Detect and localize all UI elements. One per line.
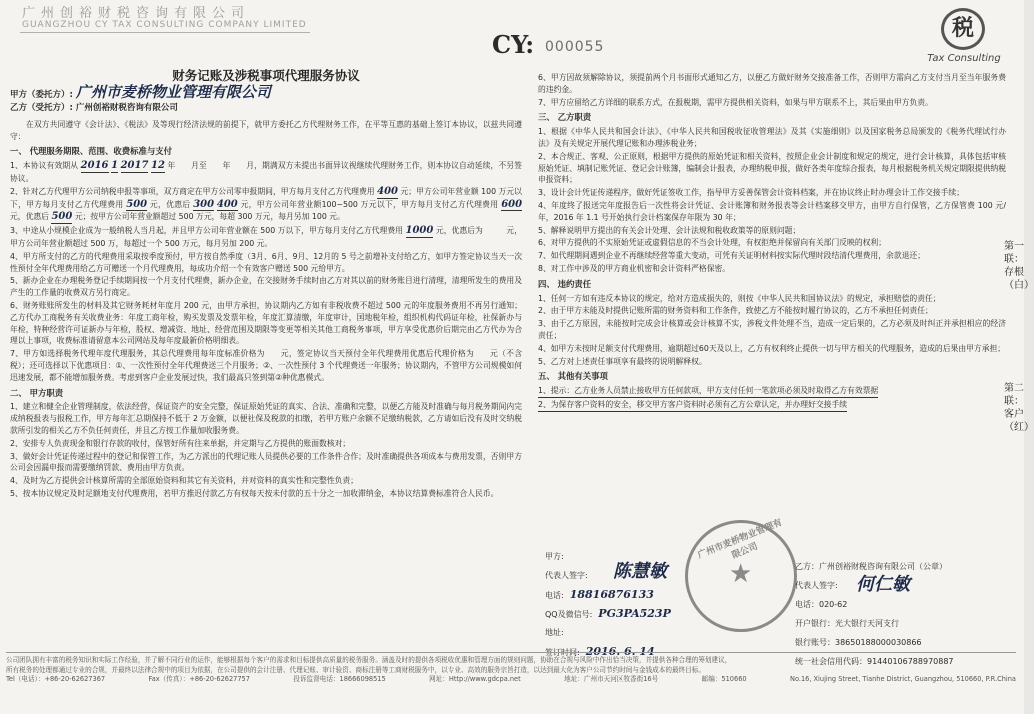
- fee-general-taxpayer: 1000: [405, 225, 434, 237]
- copy-tab-2: 第二联：客户（红）: [1004, 383, 1034, 433]
- clause-1-2: [10, 186, 522, 224]
- copy-tab-1: 第一联：存根（白）: [1004, 241, 1034, 291]
- fee-medium-discount: 400: [216, 198, 238, 210]
- party-a-handwritten-signature: 陈慧敏: [613, 561, 667, 582]
- clause-3-2: 2、本合规正、客观、公正原则，根据甲方提供的原始凭证和相关资料，按照企业会计制度和规定的规定，进行会计核算，具体包括审核原始凭证、填制记账凭证、登记会计账簿，编制会计报表，办理纳税申报，做好各类年度综合报表，每月根据税务机关规定期限提供纳税申报资料；: [538, 151, 1006, 185]
- clause-2-1: 1、建立和健全企业管理制度，依法经营，保证资产的安全完整，保证原始凭证的真实、合法、准确和完整，以便乙方能及时准确与每月税务期间内完成纳税报表与报税工作，甲方每年汇总期保持不低于 2 万金额，以便社保及税款的扣缴，若甲方账户余额不足缴纳税款，乙方请如后没有及时交纳税款所引发的相关乙方不负任何责任，并且乙方按工作量加收服务费。: [10, 402, 522, 435]
- clause-2-4: 4、及时为乙方提供会计核算所需的全部原始资料和其它有关资料，并对资料的真实性和完整性负责；: [10, 476, 359, 486]
- left-column: [10, 70, 522, 501]
- clause-1-2-text-b: 元；甲方公司年营业额 100 万元以下，甲方每月支付乙方代理费用: [10, 186, 522, 209]
- party-b-rep-row: 代表人签字:: [795, 581, 838, 590]
- clause-4-5: 5、乙方对上述责任事项享有最终的说明解释权。: [538, 356, 707, 366]
- clause-1-7: 7、甲方如选择税务代理年度代理服务，其总代理费用每年度标准价格为 元，签定协议当天预付全年代理费用优惠后代理价格为 元（不含税）；还可选择以下优惠项目：①、一次性预付全年代理费送三个月服务；②、一次性预付 3 个代理费送一年服务；协议期内，不管甲方公司规模如何迅速发展，都不能增加服务费。考虑到客户企业发展过快，我们最高只签到第②种优惠模式。: [10, 349, 522, 382]
- section-2-heading: 二、 甲方职责: [10, 387, 64, 398]
- company-logo: [924, 8, 1004, 66]
- clause-2-5: 5、按本协议规定及时足额地支付代理费用，若甲方推迟付款乙方有权每天按未付款的五十分之一加收滞纳金，本协议结算费标准符合人民币。: [10, 488, 499, 498]
- footer-address-en: No.16, Xiujing Street, Tianhe District, Guangzhou, 510660, P.R.China: [790, 675, 1016, 684]
- fee-medium-original: 600: [501, 198, 523, 210]
- party-a-label: 甲方（委托方）:: [10, 89, 73, 100]
- footer-website[interactable]: 网址：Http://www.gdcpa.net: [429, 675, 521, 684]
- party-a-signature-block: [545, 550, 825, 664]
- clause-1-2-text-f: 元；按甲方公司年营业额超过 500 万元，每超 300 万元，每月另加 100 元。: [74, 212, 345, 222]
- tax-logo-icon: 税: [941, 8, 985, 50]
- serial-number: 000055: [545, 39, 605, 55]
- footer-tel: Tel（电话）：+86-20-62627367: [6, 675, 106, 684]
- party-a-address-row: 地址:: [545, 628, 564, 637]
- section-1-heading: 一、 代理服务期限、范围、收费标准与支付: [10, 146, 173, 157]
- intro: 在双方共同遵守《会计法》、《税法》及等现行经济法规的前提下，就甲方委托乙方代理财务工作，在平等互惠的基础上签订本协议，以兹共同遵守：: [10, 119, 522, 141]
- party-b-account-row: 银行账号：38650188000030866: [795, 638, 922, 647]
- party-a-phone-row: [545, 588, 825, 607]
- phone-label: 电话:: [545, 591, 564, 600]
- clause-1-1-text-b: 年 月至 年 月，期满双方未提出书面异议视继续代理财务工作，则本协议自动延续，不另签协议。: [10, 161, 522, 183]
- party-a-qq: PG3PA523P: [598, 607, 671, 620]
- clause-2-6: 6、甲方因故须解除协议，须提前两个月书面形式通知乙方，以便乙方做好财务交接准备工作，否则甲方需向乙方支付当月至当年服务费的违约金。: [538, 73, 1006, 94]
- start-month: 1: [111, 160, 119, 172]
- doc-title: 财务记账及涉税事项代理服务协议: [172, 68, 360, 83]
- clause-5-1: [538, 385, 1006, 398]
- page-footer: [6, 652, 1016, 685]
- cy-label: CY:: [492, 30, 535, 59]
- header-divider: [20, 32, 310, 33]
- clause-3-6: 6、对甲方提供的不实原始凭证或虚假信息的不当会计处理，有权拒绝并保留向有关部门反映的权利；: [538, 238, 887, 248]
- clause-4-2: 2、由于甲方未能及时提供记账所需的财务资料和工作条件，致使乙方不能按时履行协议的，乙方不承担任何责任；: [538, 306, 933, 316]
- fee-small-original: 500: [126, 198, 148, 210]
- clause-1-6: 6、财务账账所发生的材料及其它财务耗材年度月 200 元，由甲方承担，协议期内乙方如有非税收费不超过 500 元的年度服务费用不再另行通知；乙方代办工商税务有关收费业务：年度工商年检，购买发票及发票年检，年度汇算清缴，年度审计，国地税年检，组织机构代码证年检，社保新办与年检，特种经营许可证新办与年检，股权、增减资、地址、经营范围及期限等变更等相关其他工商税务事项，甲方享受优惠价后期完由乙方代办为合理以上事项，收费标准请留意本公司网站及每年度最新价格明细表。: [10, 300, 522, 346]
- clause-1-1-text-a: 1、本协议有效期从: [10, 161, 79, 171]
- clause-5-1-text: 1、提示：乙方业务人员禁止接收甲方任何款项，甲方支付任何一笔款项必须及时取得乙方有效票据: [538, 385, 878, 398]
- footer-hotline: 投诉监督电话：18666098515: [293, 675, 386, 684]
- party-a-phone: 18816876133: [569, 588, 654, 601]
- party-a: [10, 82, 522, 103]
- clause-5-2: [538, 399, 1006, 412]
- party-b-phone-row: 电话：020-62: [795, 600, 848, 609]
- party-b-credit-row: 统一社会信用代码：91440106788970887: [795, 657, 954, 666]
- clause-4-4: 4、如甲方未按时足额支付代理费用，逾期超过60天及以上，乙方有权利终止提供一切与甲方相关的代理服务，造成的后果由甲方承担；: [538, 343, 1006, 353]
- clause-2-7: 7、甲方应留给乙方详细的联系方式，在报税期，需甲方提供相关资料，如果与甲方联系不上，其后果由甲方负责。: [538, 97, 933, 107]
- clause-4-1: 1、任何一方如有违反本协议的规定，给对方造成损失的，则按《中华人民共和国协议法》的规定，承担赔偿的责任；: [538, 293, 941, 303]
- footer-fax: Fax（传真）：+86-20-62627757: [148, 675, 250, 684]
- clause-1-3-text-b: 元，优惠后为 元，甲方公司年营业额超过 500 万，每超过一个 500 万元，每月另加 200 元。: [10, 226, 522, 248]
- clause-1-4: 4、甲方所支付的乙方的代理费用采取按季度预付，甲方按自然季度（3月、6月、9月、12月的 5 号之前增补支付给乙方，如甲方签定协议当天一次性预付全年代理费用给乙方可赠送一个月代理费用，每成功介绍一个有效客户赠送 500 元给甲方。: [10, 251, 522, 273]
- logo-caption: Tax Consulting: [927, 53, 1001, 64]
- section-4-heading: 四、 违约责任: [538, 278, 592, 289]
- end-year: 2017: [120, 160, 149, 172]
- section-3-heading: 三、 乙方职责: [538, 112, 592, 123]
- date-label: 签订时间:: [545, 648, 580, 657]
- clause-1-2-text-e: 元，优惠后: [10, 212, 49, 222]
- clause-1-5: 5、新办企业在办理税务登记手续期间按一个月支付代理费，新办企业，在交接财务手续时由乙方对其以前的财务账目进行清理，清理所发生的费用及产生的工作量的收费双方另行商定。: [10, 276, 522, 298]
- clause-3-5: 5、解释说明甲方提出的有关会计处理、会计法规和税收政策等的原则问题；: [538, 225, 801, 235]
- fee-small-discount: 300: [193, 198, 215, 210]
- party-a-rep-row: 代表人签字:: [545, 571, 588, 580]
- clause-4-3: 3、由于乙方原因，未能按时完成会计核算或会计核算不实，涉税文件处理不当，造成一定后果的，乙方必须及时纠正并承担相应的经济责任；: [538, 319, 1006, 340]
- party-a-label-row: 甲方:: [545, 552, 564, 561]
- party-a-qq-row: [545, 607, 825, 626]
- clause-3-4: 4、年度终了报送完年度报告后一次性将会计凭证、会计账簿和财务报表等会计档案移交甲方，由甲方自行保管，乙方保管费 100 元/年，2016 年 1.1 号开始执行会计档案保存年限为 30 年；: [538, 200, 1006, 222]
- clause-2-3: 3、做好会计凭证传递过程中的登记和保管工作，为乙方派出的代理记账人员提供必要的工作条件合作；及时准确提供各项成本与费用发票，否则甲方公司会因漏申报而需要缴纳罚款、费用由甲方负责。: [10, 451, 522, 473]
- clause-1-2-text-d: 元，甲方公司年营业额100~500 万元以下，甲方每月支付乙方代理费用: [240, 199, 499, 209]
- party-a-value: 广州市麦桥物业管理有限公司: [75, 82, 271, 101]
- company-name-en: GUANGZHOU CY TAX CONSULTING COMPANY LIMITED: [22, 20, 307, 30]
- footer-line-1: 公司团队拥有丰富的税务知识和实际工作经验，并了解不同行业的运作，能够根据每个客户的需求和目标提供高质量的税务服务。涵盖及时的提供各项税收优惠和管理方面的规则问题，协助在合规与风险中作出恰当决策，并提供各种合理的筹划建议，: [6, 656, 732, 664]
- fee-zero-declare: 400: [377, 185, 398, 197]
- clause-1-2-text-a: 2、针对乙方代理甲方公司纳税申报等事项，双方商定在甲方公司零申报期间，甲方每月支付乙方代理费用: [10, 186, 375, 196]
- clause-1-3-text-a: 3、中途从小规模企业成为一般纳税人当月起，并且甲方公司年营业额在 500 万以下，甲方每月支付乙方代理费用: [10, 226, 403, 236]
- party-b: [10, 103, 522, 119]
- start-year: 2016: [80, 160, 109, 172]
- section-5-heading: 五、 其他有关事项: [538, 371, 608, 382]
- clause-3-7: 7、如代理期间遇到企业不再继续经营等重大变动，可凭有关证明材料按实际代理时段结清代理费用，余款退还；: [538, 251, 926, 261]
- seal-star-icon: ★: [729, 559, 753, 589]
- right-column: [538, 72, 1006, 413]
- clause-3-8: 8、对工作中涉及的甲方商业机密和会计资料严格保密。: [538, 263, 731, 273]
- qq-label: QQ及微信号:: [545, 610, 593, 619]
- party-b-value: 广州创裕财税咨询有限公司: [75, 102, 178, 113]
- footer-address-cn: 地址：广州市天河区牧香街16号: [564, 675, 659, 684]
- clause-1-2-text-c: 元，优惠后: [149, 199, 191, 209]
- footer-contact-row: [6, 675, 1016, 685]
- party-b-label: 乙方：广州创裕财税咨询有限公司（公章）: [795, 562, 947, 571]
- party-b-bank-row: 开户银行：光大银行天河支行: [795, 619, 899, 628]
- clause-1-1: [10, 160, 522, 185]
- end-month: 12: [151, 160, 165, 172]
- party-b-label: 乙方（受托方）:: [10, 102, 73, 113]
- sign-date: 2016. 6. 14: [585, 645, 655, 658]
- clause-1-3: [10, 225, 522, 250]
- clause-2-2: 2、安排专人负责现金和银行存款的收付，保管好所有往来单据，并定期与乙方提供的账面数核对；: [10, 438, 351, 448]
- clause-3-3: 3、设计会计凭证传递程序，做好凭证签收工作，指导甲方妥善保管会计资料档案，并在协议终止时办理会计工作交接手续；: [538, 188, 964, 198]
- clause-5-2-text: 2、为保存客户资料的安全，移交甲方客户资料时必须有乙方公章认定，并办理好交接手续: [538, 399, 847, 412]
- seal-text: 广州市麦桥物业管理有限公司: [696, 517, 784, 562]
- company-name-cn: 广州创裕财税咨询有限公司: [22, 6, 251, 21]
- footer-line-2: 所有税务的处理都通过专业的合规，并最终以法律合规中的项目为依据，在公司提供的会计注册、代理记账、审计验资、商标注册等工商财税服务中，以专业、高效的服务宗旨打造，以达到最大化为客户公司节约时间与金钱成本的最终目标。: [6, 665, 705, 674]
- footer-postcode: 邮编：510660: [701, 675, 747, 684]
- party-b-handwritten-signature: 何仁敏: [856, 574, 910, 595]
- clause-3-1: 1、根据《中华人民共和国会计法》、《中华人民共和国税收征收管理法》及其《实施细则》以及国家税务总局颁发的《税务代理试行办法》及有关规定开展代理记账和办理涉税业务；: [538, 127, 1006, 148]
- fee-medium-after: 500: [51, 211, 73, 223]
